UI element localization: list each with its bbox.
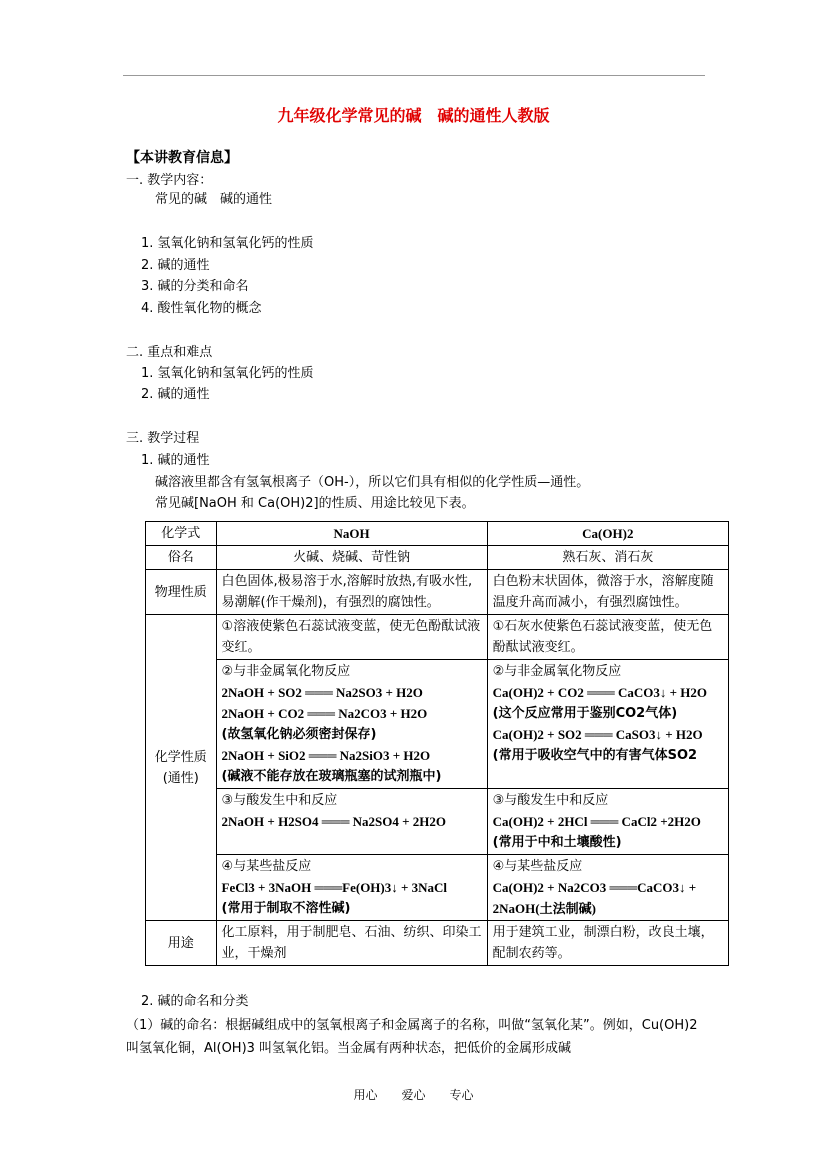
s1-heading: 一. 教学内容： [126,173,213,188]
comparison-table [145,521,729,966]
s2-heading: 二. 重点和难点 [126,345,213,360]
caoh-c2-eq2: Ca(OH)2 + SO2 ═══ CaSO3↓ + H2O [492,727,703,742]
s1-item: 3. 碱的分类和命名 [141,279,249,294]
caoh-c4-title: ④与某些盐反应 [492,859,583,874]
header-rule [123,75,705,76]
caoh-use: 用于建筑工业，制漂白粉，改良土壤，配制农药等。 [487,921,728,966]
caoh-c2-eq1: Ca(OH)2 + CO2 ═══ CaCO3↓ + H2O [492,685,707,700]
s3-line1: 碱溶液里都含有氢氧根离子（OH-），所以它们具有相似的化学性质—通性。 [155,475,590,490]
naoh-c2-eq3: 2NaOH + SiO2 ═══ Na2SiO3 + H2O [221,748,431,763]
s1-item: 2. 碱的通性 [141,258,210,273]
caoh-c3-eq: Ca(OH)2 + 2HCl ═══ CaCl2 +2H2O [492,814,701,829]
s3-line2: 常见碱[NaOH 和 Ca(OH)2]的性质、用途比较见下表。 [155,496,475,511]
naoh-chem-2 [216,660,487,789]
naoh-common: 火碱、烧碱、苛性钠 [216,546,487,570]
naoh-c2-eq2: 2NaOH + CO2 ═══ Na2CO3 + H2O [221,706,428,721]
caoh-c2-note1: (这个反应常用于鉴别CO2气体) [492,706,678,721]
s1-item: 1. 氢氧化钠和氢氧化钙的性质 [141,236,314,251]
s1-item: 4. 酸性氧化物的概念 [141,301,262,316]
row-label-use: 用途 [146,921,217,966]
naoh-c3-title: ③与酸发生中和反应 [221,793,338,808]
page-title: 九年级化学常见的碱 碱的通性人教版 [277,106,550,125]
section-header: 【本讲教育信息】 [126,150,238,166]
caoh-common: 熟石灰、消石灰 [487,546,728,570]
naoh-c4-note: (常用于制取不溶性碱) [221,901,351,916]
s3-item1: 1. 碱的通性 [141,453,210,468]
s2-item: 2. 碱的通性 [141,387,210,402]
naoh-c2-eq1: 2NaOH + SO2 ═══ Na2SO3 + H2O [221,685,423,700]
caoh-chem-2 [487,660,728,789]
caoh-chem-1: ①石灰水使紫色石蕊试液变蓝，使无色酚酞试液变红。 [487,615,728,660]
naoh-c2-note2: (碱液不能存放在玻璃瓶塞的试剂瓶中) [221,769,442,784]
s1-sub: 常见的碱 碱的通性 [155,192,273,207]
s3-heading: 三. 教学过程 [126,431,200,446]
naoh-c4-title: ④与某些盐反应 [221,859,312,874]
naoh-c2-title: ②与非金属氧化物反应 [221,664,351,679]
s2-item: 1. 氢氧化钠和氢氧化钙的性质 [141,366,314,381]
naoh-c4-eq: FeCl3 + 3NaOH ═══Fe(OH)3↓ + 3NaCl [221,880,448,895]
naoh-chem-1: ①溶液使紫色石蕊试液变蓝，使无色酚酞试液变红。 [216,615,487,660]
s4-para: （1）碱的命名：根据碱组成中的氢氧根离子和金属离子的名称，叫做“氢氧化某”。例如，Cu(OH)2 叫氢氧化铜，Al(OH)3 叫氢氧化铝。当金属有两种状态，把低价的金属形成碱 [126,1018,698,1056]
naoh-phys: 白色固体,极易溶于水,溶解时放热,有吸水性,易潮解(作干燥剂)，有强烈的腐蚀性。 [216,570,487,615]
row-label-common: 俗名 [146,546,217,570]
naoh-chem-4 [216,855,487,921]
row-label-chem: 化学性质(通性) [146,615,217,921]
page-footer: 用心 爱心 专心 [353,1088,474,1102]
s4-item2: 2. 碱的命名和分类 [141,994,249,1009]
naoh-chem-3 [216,789,487,855]
caoh-c3-note: (常用于中和土壤酸性) [492,835,622,850]
caoh-phys: 白色粉末状固体，微溶于水，溶解度随温度升高而减小，有强烈腐蚀性。 [487,570,728,615]
naoh-c3-eq: 2NaOH + H2SO4 ═══ Na2SO4 + 2H2O [221,814,447,829]
naoh-use: 化工原料，用于制肥皂、石油、纺织、印染工业，干燥剂 [216,921,487,966]
caoh-chem-3 [487,789,728,855]
caoh-c3-title: ③与酸发生中和反应 [492,793,609,808]
caoh-c2-note2: (常用于吸收空气中的有害气体SO2 [492,748,698,763]
header-naoh: NaOH [216,522,487,546]
caoh-c2-title: ②与非金属氧化物反应 [492,664,622,679]
naoh-c2-note1: (故氢氧化钠必须密封保存) [221,727,377,742]
header-caoh: Ca(OH)2 [487,522,728,546]
row-label-phys: 物理性质 [146,570,217,615]
caoh-c4-eq: Ca(OH)2 + Na2CO3 ═══CaCO3↓ + 2NaOH(土法制碱) [492,880,697,916]
caoh-chem-4 [487,855,728,921]
header-formula: 化学式 [146,522,217,546]
